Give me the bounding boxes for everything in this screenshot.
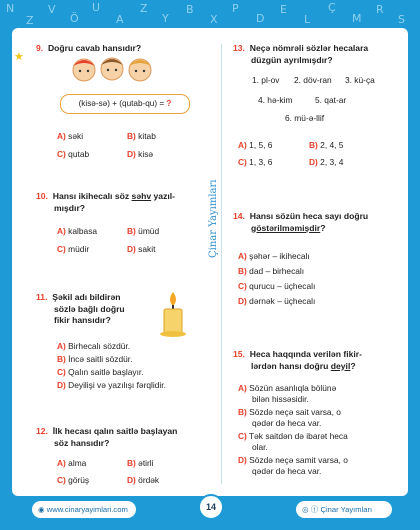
option-c[interactable]: C) görüş — [57, 475, 90, 485]
question-10: 10. Hansı ikihecalı söz səhv yazıl- mışdır? — [36, 191, 176, 213]
option-d[interactable]: D) 2, 3, 4 — [309, 157, 344, 167]
option-b[interactable]: B) ətirli — [127, 458, 154, 468]
question-number: 9. — [36, 43, 44, 53]
background-letters: N Z V Ö U A Z Y B X P D E L Ç M R S — [6, 1, 405, 27]
globe-icon: ◉ — [38, 505, 45, 514]
list-item: 6. mü-ə-llif — [285, 113, 325, 123]
facebook-icon: ⓕ — [310, 505, 319, 514]
question-14: 14. Hansı sözün heca sayı doğru göstərilməmişdir? — [233, 211, 369, 233]
list-item: 3. kü-ça — [345, 75, 375, 85]
option-d[interactable]: D) ördək — [127, 475, 160, 485]
option-a[interactable]: A) Birhecalı sözdür. — [57, 341, 131, 351]
column-divider — [221, 44, 222, 484]
option-b[interactable]: B) ümüd — [127, 226, 160, 236]
page-number: 14 — [198, 494, 224, 520]
option-d[interactable]: D) Sözdə neçə samit varsa, o qədər də heca var. — [238, 455, 348, 476]
option-d[interactable]: D) Deyilişi və yazılışı fərqlidir. — [57, 380, 166, 390]
option-a[interactable]: A) səki — [57, 131, 84, 141]
option-c[interactable]: C) Qalın saitlə başlayır. — [57, 367, 144, 377]
option-c[interactable]: C) müdir — [57, 244, 90, 254]
option-b[interactable]: B) Sözdə neçə sait varsa, o qədər də heca var. — [238, 407, 341, 428]
social-link[interactable]: ◎ ⓕ Çinar Yayımları — [296, 501, 392, 518]
option-a[interactable]: A) kalbasa — [57, 226, 98, 236]
vertical-brand-text: Çinar Yayımları — [208, 179, 219, 258]
list-item: 2. döv-ran — [294, 75, 332, 85]
website-link[interactable]: ◉ www.cinaryayimlari.com — [32, 501, 136, 518]
option-a[interactable]: A) şəhər – ikihecalı — [238, 251, 310, 261]
candle-illustration — [157, 290, 189, 338]
option-d[interactable]: D) dərnək – üçhecalı — [238, 296, 316, 306]
question-text: Doğru cavab hansıdır? — [47, 43, 142, 53]
option-b[interactable]: B) kitab — [127, 131, 156, 141]
list-item: 4. hə-kim — [258, 95, 293, 105]
option-a[interactable]: A) Sözün asanlıqla bölünə bilən hissəsidir. — [238, 383, 337, 404]
question-12: 12. İlk hecası qalın saitlə başlayan söz hansıdır? — [36, 426, 178, 448]
question-11: 11. Şəkil adı bildirən sözlə bağlı doğru fikir hansıdır? — [36, 292, 125, 325]
option-a[interactable]: A) 1, 5, 6 — [238, 140, 273, 150]
question-13: 13. Neçə nömrəli sözlər hecalara düzgün ayrılmışdır? — [233, 43, 369, 65]
option-c[interactable]: C) 1, 3, 6 — [238, 157, 273, 167]
children-illustration — [68, 54, 168, 84]
option-d[interactable]: D) sakit — [127, 244, 156, 254]
list-item: 1. pl-ov — [252, 75, 280, 85]
option-c[interactable]: C) Tək saitdən də ibarət heca olar. — [238, 431, 348, 452]
option-b[interactable]: B) İncə saitli sözdür. — [57, 354, 133, 364]
option-c[interactable]: C) qutab — [57, 149, 90, 159]
list-item: 5. qat-ar — [315, 95, 347, 105]
star-icon: ★ — [14, 51, 24, 63]
question-9 — [36, 43, 141, 55]
option-c[interactable]: C) qurucu – üçhecalı — [238, 281, 316, 291]
option-a[interactable]: A) alma — [57, 458, 87, 468]
instagram-icon: ◎ — [302, 505, 309, 514]
option-d[interactable]: D) kisə — [127, 149, 154, 159]
equation-box: (kisə-sə) + (qutab-qu) = ? — [60, 94, 190, 114]
option-b[interactable]: B) dad – birhecalı — [238, 266, 305, 276]
option-b[interactable]: B) 2, 4, 5 — [309, 140, 344, 150]
question-15: 15. Heca haqqında verilən fikir- lərdən hansı doğru deyil? — [233, 349, 362, 371]
